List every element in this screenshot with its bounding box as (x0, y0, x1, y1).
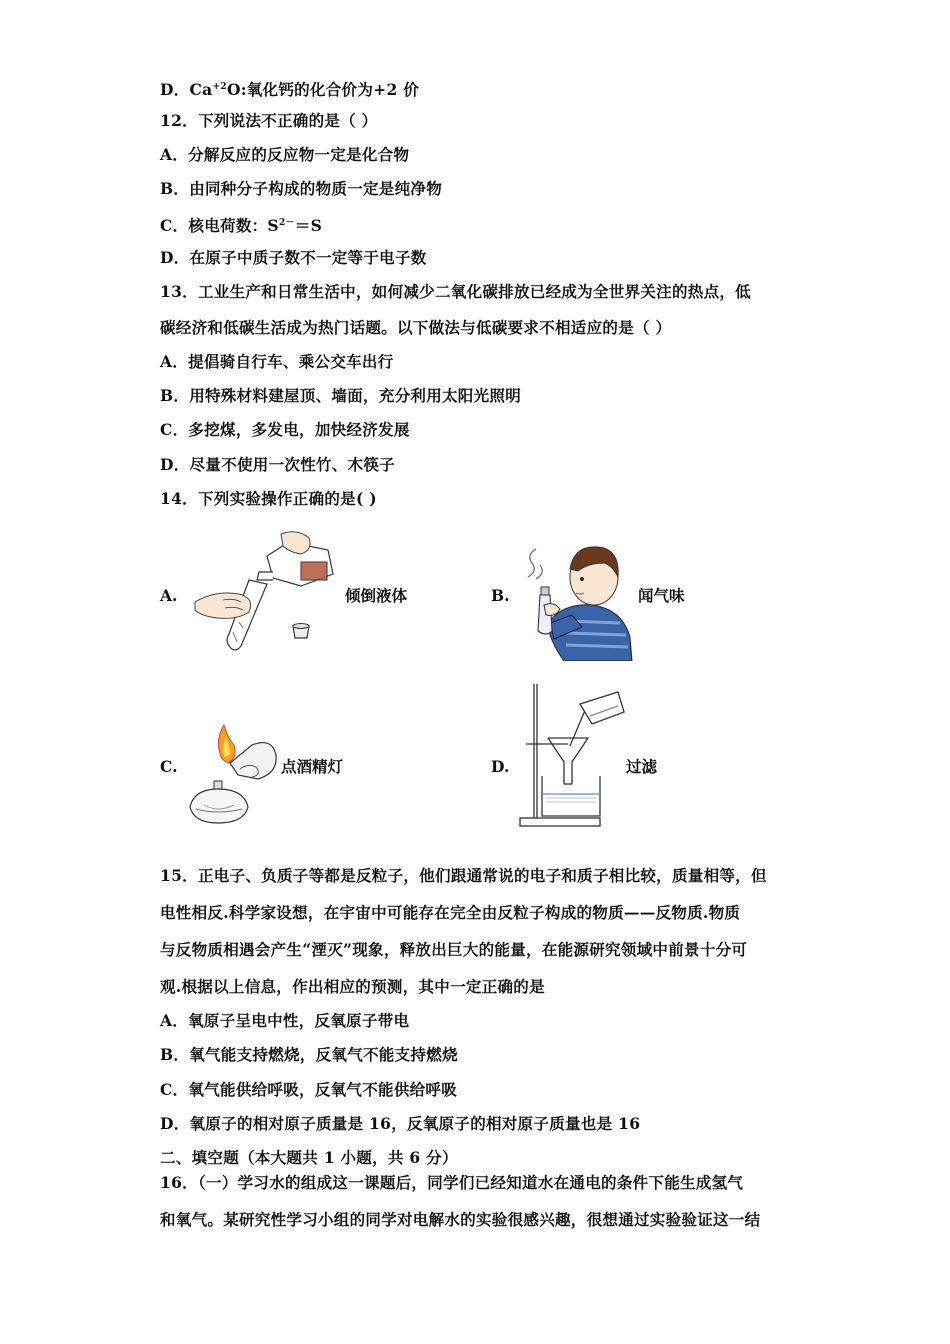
q15-option-b: B．氧气能支持燃烧，反氧气不能支持燃烧 (160, 1045, 458, 1064)
q14-stem: 14．下列实验操作正确的是( ) (160, 489, 377, 508)
q14-option-d-letter: D. (491, 757, 510, 776)
q12-stem: 12．下列说法不正确的是（ ） (160, 111, 378, 130)
q15-stem-line-1: 15．正电子、负质子等都是反粒子，他们跟通常说的电子和质子相比较，质量相等，但 (160, 866, 767, 885)
q11-d-superscript: +2 (212, 82, 227, 92)
q16-stem-line-1: 16．（一）学习水的组成这一课题后，同学们已经知道水在通电的条件下能生成氢气 (160, 1173, 744, 1192)
q13-stem-line-2: 碳经济和低碳生活成为热门话题。以下做法与低碳要求不相适应的是（ ） (160, 318, 672, 337)
q15-option-a: A．氧原子呈电中性，反氧原子带电 (160, 1011, 410, 1030)
q13-option-a: A．提倡骑自行车、乘公交车出行 (160, 352, 394, 371)
q13-option-b: B．用特殊材料建屋顶、墙面，充分利用太阳光照明 (160, 386, 522, 405)
q14-option-a-caption: 倾倒液体 (345, 586, 408, 605)
q12-option-b: B．由同种分子构成的物质一定是纯净物 (160, 179, 443, 198)
q13-stem-line-1: 13．工业生产和日常生活中，如何减少二氧化碳排放已经成为全世界关注的热点，低 (160, 282, 751, 301)
q12-c-suffix: ＝S (294, 216, 323, 235)
lighting-alcohol-lamp-illustration (186, 723, 282, 828)
q15-stem-line-3: 与反物质相遇会产生“湮灭”现象，释放出巨大的能量，在能源研究领域中前景十分可 (160, 940, 748, 959)
q12-c-superscript: 2－ (278, 218, 295, 228)
q11-d-prefix: D．Ca (160, 80, 213, 99)
q12-option-c (160, 213, 322, 236)
q15-option-c: C．氧气能供给呼吸，反氧气不能供给呼吸 (160, 1080, 458, 1099)
q11-option-d (160, 77, 419, 100)
q15-stem-line-4: 观.根据以上信息，作出相应的预测，其中一定正确的是 (160, 977, 545, 996)
q13-option-c: C．多挖煤，多发电，加快经济发展 (160, 420, 410, 439)
q12-option-a: A．分解反应的反应物一定是化合物 (160, 145, 410, 164)
q14-option-b-caption: 闻气味 (638, 586, 685, 605)
q12-option-d: D．在原子中质子数不一定等于电子数 (160, 248, 427, 267)
q14-option-c-caption: 点酒精灯 (281, 757, 344, 776)
q11-d-suffix: O:氧化钙的化合价为+2 价 (226, 80, 420, 99)
filtration-apparatus-illustration (518, 680, 630, 830)
section-2-heading: 二、填空题（本大题共 1 小题，共 6 分） (160, 1148, 458, 1167)
smelling-gas-illustration (520, 543, 635, 661)
q12-c-prefix: C．核电荷数：S (160, 216, 279, 235)
q15-stem-line-2: 电性相反.科学家设想，在宇宙中可能存在完全由反粒子构成的物质——反物质.物质 (160, 903, 741, 922)
q14-option-b-letter: B. (491, 586, 510, 605)
pouring-liquid-illustration (193, 528, 343, 653)
q14-option-a-letter: A. (160, 586, 178, 605)
q15-option-d: D．氧原子的相对原子质量是 16，反氧原子的相对原子质量也是 16 (160, 1114, 641, 1133)
q16-stem-line-2: 和氧气。某研究性学习小组的同学对电解水的实验很感兴趣，很想通过实验验证这一结 (160, 1210, 761, 1229)
q13-option-d: D．尽量不使用一次性竹、木筷子 (160, 455, 395, 474)
q14-option-c-letter: C. (160, 757, 178, 776)
q14-option-d-caption: 过滤 (626, 757, 658, 776)
